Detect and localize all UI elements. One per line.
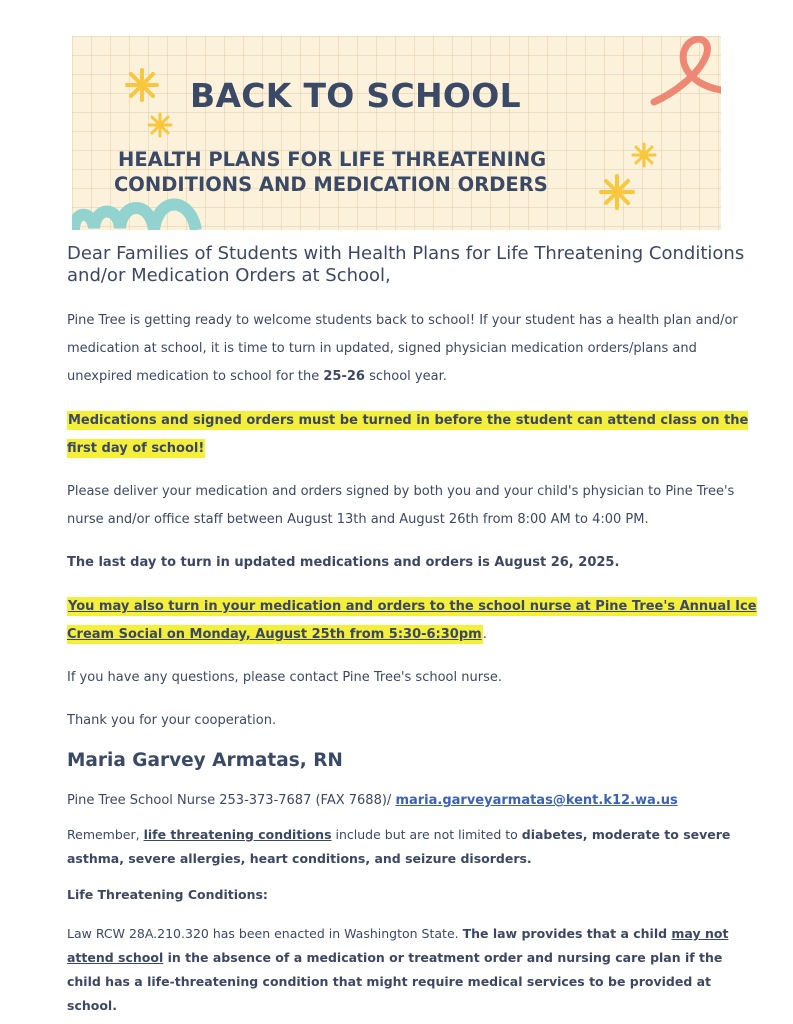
banner-decorations [72,36,721,230]
ice-cream-social-highlight: You may also turn in your medication and orders to the school nurse at Pine Tree's Annual Ice Cream Social on Monday, August 25th from 5:30-6:30pm. [67,599,757,642]
questions-paragraph: If you have any questions, please contact Pine Tree's school nurse. [67,670,502,685]
back-to-school-banner [72,36,721,230]
banner-title: BACK TO SCHOOL [190,76,521,115]
school-year: 25-26 [323,369,365,384]
reminder-paragraph: Remember, life threatening conditions include but are not limited to diabetes, moderate to severe asthma, severe allergies, heart conditions, and seizure disorders. [67,827,731,866]
wave-decoration [74,205,196,231]
sparkle-icon [127,70,157,100]
banner-subtitle-line-1: HEALTH PLANS FOR LIFE THREATENING [118,148,547,171]
ltc-heading: Life Threatening Conditions: [67,887,268,902]
delivery-paragraph: Please deliver your medication and orders signed by both you and your child's physician to Pine Tree's nurse and/or office staff between August 13th and August 26th from 8:00 AM to 4:00 PM. [67,484,735,527]
thanks-paragraph: Thank you for your cooperation. [67,713,277,728]
banner-subtitle-line-2: CONDITIONS AND MEDICATION ORDERS [114,173,548,196]
deadline-paragraph: The last day to turn in updated medications and orders is August 26, 2025. [67,555,620,570]
greeting: Dear Families of Students with Health Plans for Life Threatening Conditions and/or Medication Orders at School, [67,243,745,286]
nurse-name: Maria Garvey Armatas, RN [67,750,343,771]
nurse-contact: Pine Tree School Nurse 253-373-7687 (FAX 7688)/ maria.garveyarmatas@kent.k12.wa.us [67,793,678,808]
sparkle-icon [633,144,655,166]
highlight-turn-in-before-first-day: Medications and signed orders must be turned in before the student can attend class on the first day of school! [67,413,749,456]
sparkle-icon [149,114,171,136]
law-paragraph: Law RCW 28A.210.320 has been enacted in Washington State. The law provides that a child may not attend school in the absence of a medication or treatment order and nursing care plan if the child has a life-threatening condition that might require medical services to be provided at school. [67,926,729,1013]
banner-subtitle [114,147,548,197]
intro-paragraph: Pine Tree is getting ready to welcome students back to school! If your student has a health plan and/or medication at school, it is time to turn in updated, signed physician medication orders/plans and unexpired medication to school for the 25-26 school year. [67,313,738,384]
letter-body [67,243,757,1013]
sparkle-icon [601,176,633,208]
nurse-email-link[interactable]: maria.garveyarmatas@kent.k12.wa.us [395,793,678,808]
squiggle-decoration [654,39,721,102]
